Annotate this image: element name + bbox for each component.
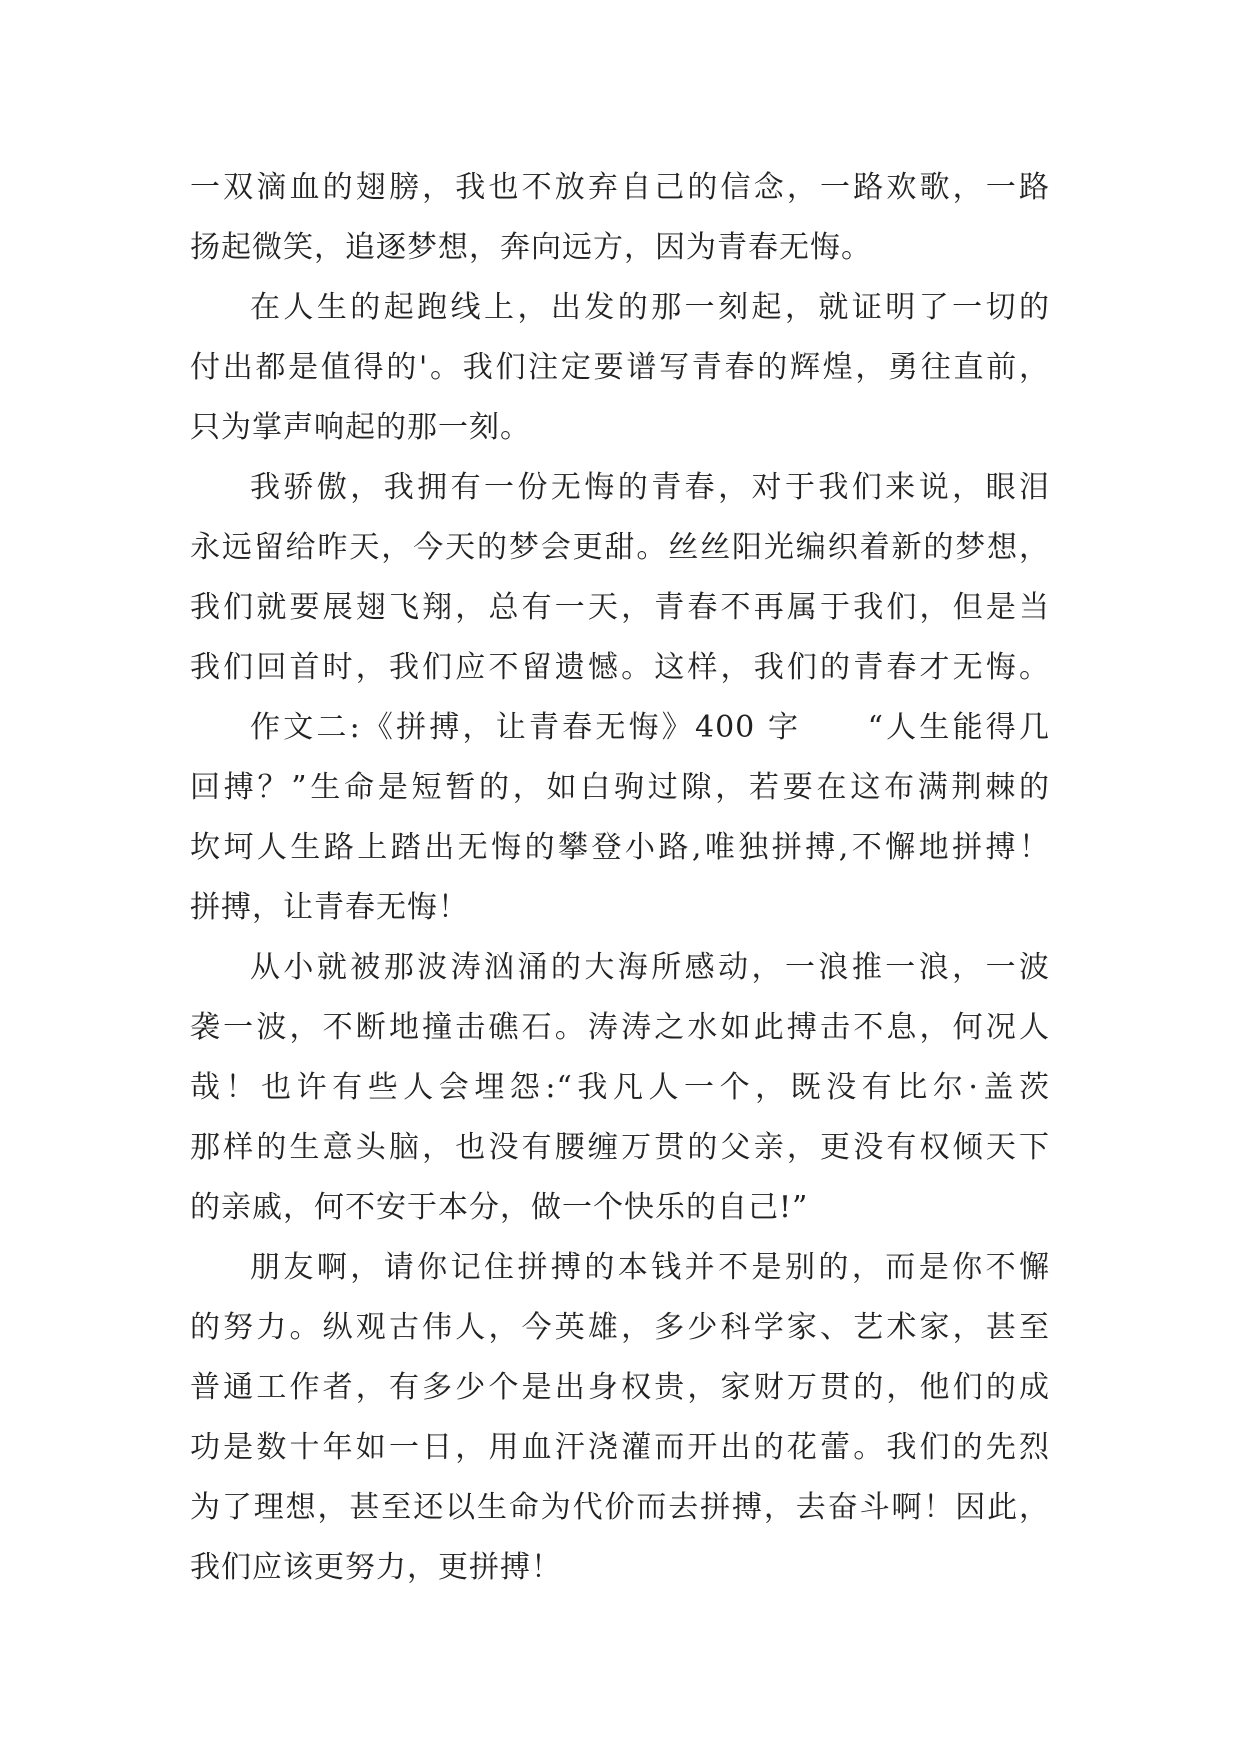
text-line: 功是数十年如一日，用血汗浇灌而开出的花蕾。我们的先烈 bbox=[190, 1430, 1050, 1465]
text-line: 回搏？”生命是短暂的，如白驹过隙，若要在这布满荆棘的 bbox=[190, 770, 1050, 805]
paragraph-1 bbox=[190, 158, 1050, 278]
text-line: 一双滴血的翅膀，我也不放弃自己的信念，一路欢歌，一路 bbox=[190, 170, 1050, 205]
text-line: 我骄傲，我拥有一份无悔的青春，对于我们来说，眼泪 bbox=[250, 470, 1050, 505]
text-line: 在人生的起跑线上，出发的那一刻起，就证明了一切的 bbox=[250, 290, 1050, 325]
text-line: 扬起微笑，追逐梦想，奔向远方，因为青春无悔。 bbox=[190, 230, 872, 265]
text-line: 为了理想，甚至还以生命为代价而去拼搏，去奋斗啊！因此， bbox=[190, 1490, 1050, 1525]
text-line: 的亲戚，何不安于本分，做一个快乐的自己!” bbox=[190, 1190, 809, 1225]
text-line: 作文二:《拼搏，让青春无悔》400 字 “人生能得几 bbox=[250, 710, 1050, 745]
text-line: 付出都是值得的'。我们注定要谱写青春的辉煌，勇往直前， bbox=[190, 350, 1050, 385]
paragraph-2 bbox=[190, 278, 1050, 458]
text-line: 朋友啊，请你记住拼搏的本钱并不是别的，而是你不懈 bbox=[250, 1250, 1050, 1285]
text-line: 哉！也许有些人会埋怨:“我凡人一个，既没有比尔·盖茨 bbox=[190, 1070, 1050, 1105]
text-line: 我们回首时，我们应不留遗憾。这样，我们的青春才无悔。 bbox=[190, 650, 1050, 685]
paragraph-6 bbox=[190, 1238, 1050, 1598]
document-page bbox=[190, 158, 1050, 1598]
text-line: 普通工作者，有多少个是出身权贵，家财万贯的，他们的成 bbox=[190, 1370, 1050, 1405]
text-line: 袭一波，不断地撞击礁石。涛涛之水如此搏击不息，何况人 bbox=[190, 1010, 1050, 1045]
text-line: 我们就要展翅飞翔，总有一天，青春不再属于我们，但是当 bbox=[190, 590, 1050, 625]
text-line: 那样的生意头脑，也没有腰缠万贯的父亲，更没有权倾天下 bbox=[190, 1130, 1050, 1165]
paragraph-4 bbox=[190, 698, 1050, 938]
text-line: 坎坷人生路上踏出无悔的攀登小路,唯独拼搏,不懈地拼搏！ bbox=[190, 830, 1050, 865]
text-line: 只为掌声响起的那一刻。 bbox=[190, 410, 531, 445]
text-line: 永远留给昨天，今天的梦会更甜。丝丝阳光编织着新的梦想， bbox=[190, 530, 1050, 565]
paragraph-3 bbox=[190, 458, 1050, 698]
paragraph-5 bbox=[190, 938, 1050, 1238]
text-line: 拼搏，让青春无悔！ bbox=[190, 890, 469, 925]
text-line: 从小就被那波涛汹涌的大海所感动，一浪推一浪，一波 bbox=[250, 950, 1050, 985]
text-line: 的努力。纵观古伟人，今英雄，多少科学家、艺术家，甚至 bbox=[190, 1310, 1050, 1345]
text-line: 我们应该更努力，更拼搏！ bbox=[190, 1550, 562, 1585]
